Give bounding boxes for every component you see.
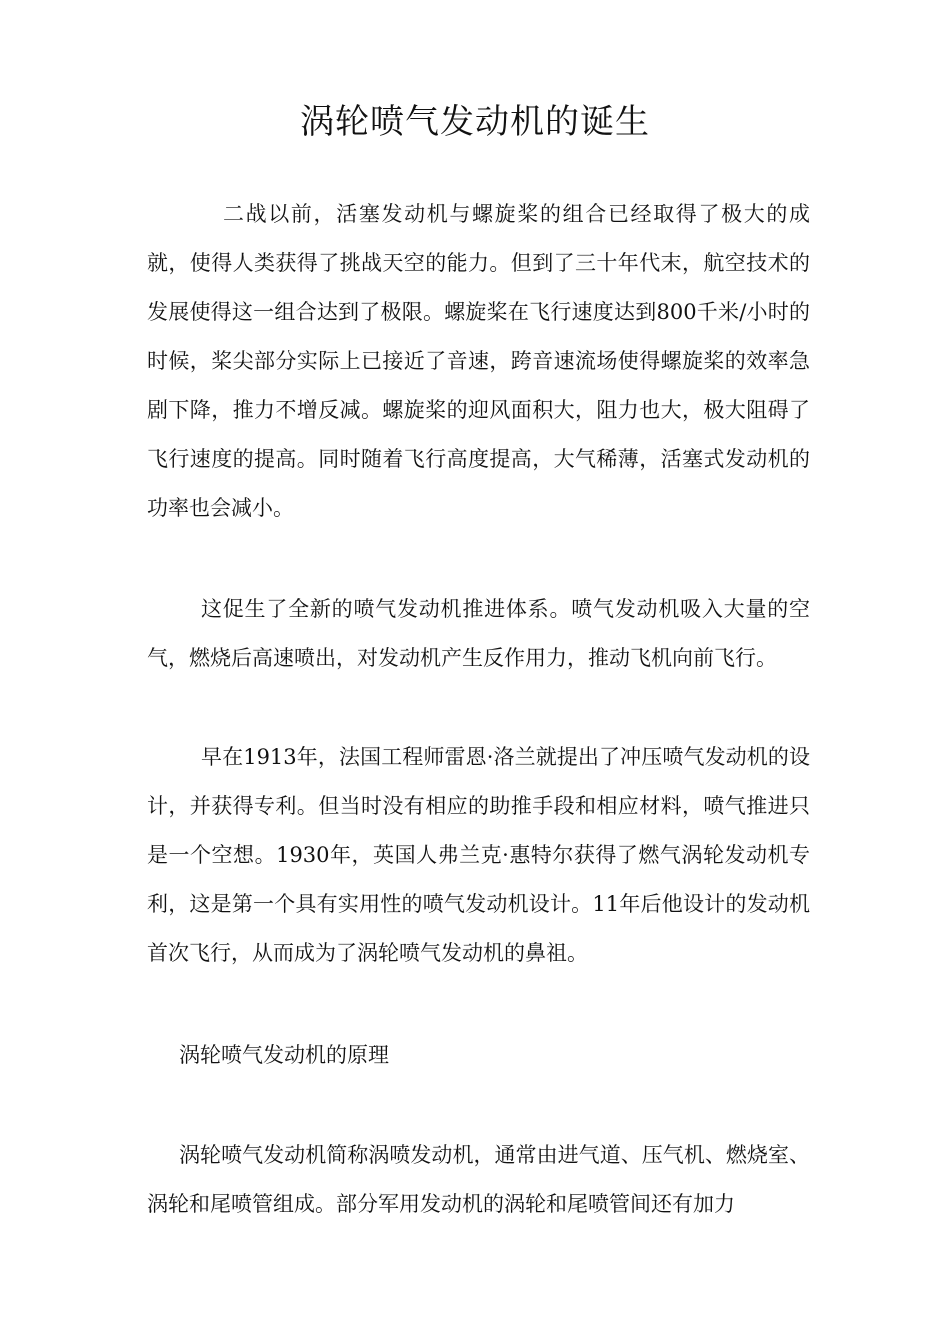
- paragraph-piston-limits: 二战以前，活塞发动机与螺旋桨的组合已经取得了极大的成就，使得人类获得了挑战天空的能力。但到了三十年代末，航空技术的发展使得这一组合达到了极限。螺旋桨在飞行速度达到800千米/小时的时候，桨尖部分实际上已接近了音速，跨音速流场使得螺旋桨的效率急剧下降，推力不增反减。螺旋桨的迎风面积大，阻力也大，极大阻碍了飞行速度的提高。同时随着飞行高度提高，大气稀薄，活塞式发动机的功率也会减小。: [147, 202, 810, 520]
- section-heading-principle: 涡轮喷气发动机的原理: [179, 1043, 389, 1067]
- paragraph-jet-propulsion: 这促生了全新的喷气发动机推进体系。喷气发动机吸入大量的空气，燃烧后高速喷出，对发动机产生反作用力，推动飞机向前飞行。: [147, 597, 810, 670]
- paragraph-jet-history: 早在1913年，法国工程师雷恩·洛兰就提出了冲压喷气发动机的设计，并获得专利。但当时没有相应的助推手段和相应材料，喷气推进只是一个空想。1930年，英国人弗兰克·惠特尔获得了燃气涡轮发动机专利，这是第一个具有实用性的喷气发动机设计。11年后他设计的发动机首次飞行，从而成为了涡轮喷气发动机的鼻祖。: [147, 745, 810, 965]
- paragraph-turbojet-components: 涡轮喷气发动机简称涡喷发动机，通常由进气道、压气机、燃烧室、涡轮和尾喷管组成。部分军用发动机的涡轮和尾喷管间还有加力: [147, 1143, 810, 1216]
- document-title: 涡轮喷气发动机的诞生: [300, 102, 650, 142]
